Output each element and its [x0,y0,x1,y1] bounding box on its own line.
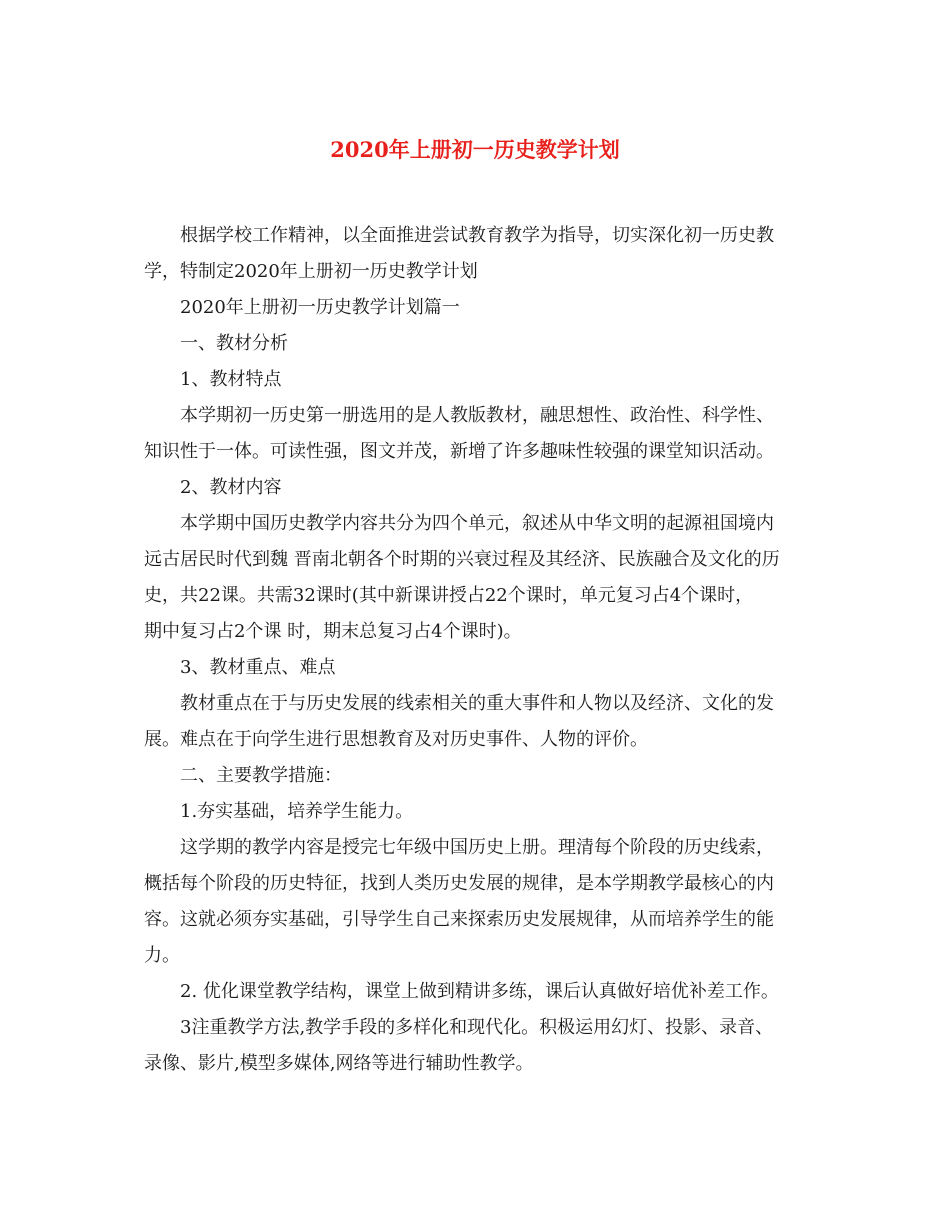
document-body [144,218,808,1082]
subsection-heading: 1、教材特点 [180,369,282,390]
body-line: 远古居民时代到魏 晋南北朝各个时期的兴衰过程及其经济、民族融合及文化的历 [144,549,780,570]
subtitle-line: 2020年上册初一历史教学计划篇一 [180,297,460,318]
body-line: 史，共22课。共需32课时(其中新课讲授占22个课时，单元复习占4个课时， [144,585,754,606]
body-line: 根据学校工作精神，以全面推进尝试教育教学为指导，切实深化初一历史教 [180,225,774,246]
body-line: 录像、影片,模型多媒体,网络等进行辅助性教学。 [144,1053,534,1074]
body-line: 3注重教学方法,教学手段的多样化和现代化。积极运用幻灯、投影、录音、 [180,1017,774,1038]
body-line: 2. 优化课堂教学结构，课堂上做到精讲多练，课后认真做好培优补差工作。 [180,981,779,1002]
body-line: 教材重点在于与历史发展的线索相关的重大事件和人物以及经济、文化的发 [180,693,774,714]
subsection-heading: 3、教材重点、难点 [180,657,336,678]
body-line: 本学期初一历史第一册选用的是人教版教材，融思想性、政治性、科学性、 [180,405,774,426]
body-line: 这学期的教学内容是授完七年级中国历史上册。理清每个阶段的历史线索， [180,837,774,858]
body-line: 本学期中国历史教学内容共分为四个单元，叙述从中华文明的起源祖国境内 [180,513,774,534]
section-heading: 一、教材分析 [180,333,288,354]
body-line: 展。难点在于向学生进行思想教育及对历史事件、人物的评价。 [144,729,648,750]
subsection-heading: 1.夯实基础，培养学生能力。 [180,801,414,822]
section-heading: 二、主要教学措施： [180,765,342,786]
body-line: 容。这就必须夯实基础，引导学生自己来探索历史发展规律，从而培养学生的能 [144,909,774,930]
body-line: 概括每个阶段的历史特征，找到人类历史发展的规律，是本学期教学最核心的内 [144,873,774,894]
document-title: 2020年上册初一历史教学计划 [330,137,620,162]
body-line: 学，特制定2020年上册初一历史教学计划 [144,261,478,282]
body-line: 力。 [144,945,180,966]
body-line: 知识性于一体。可读性强，图文并茂，新增了许多趣味性较强的课堂知识活动。 [144,441,774,462]
body-line: 期中复习占2个课 时，期末总复习占4个课时)。 [144,621,522,642]
subsection-heading: 2、教材内容 [180,477,282,498]
